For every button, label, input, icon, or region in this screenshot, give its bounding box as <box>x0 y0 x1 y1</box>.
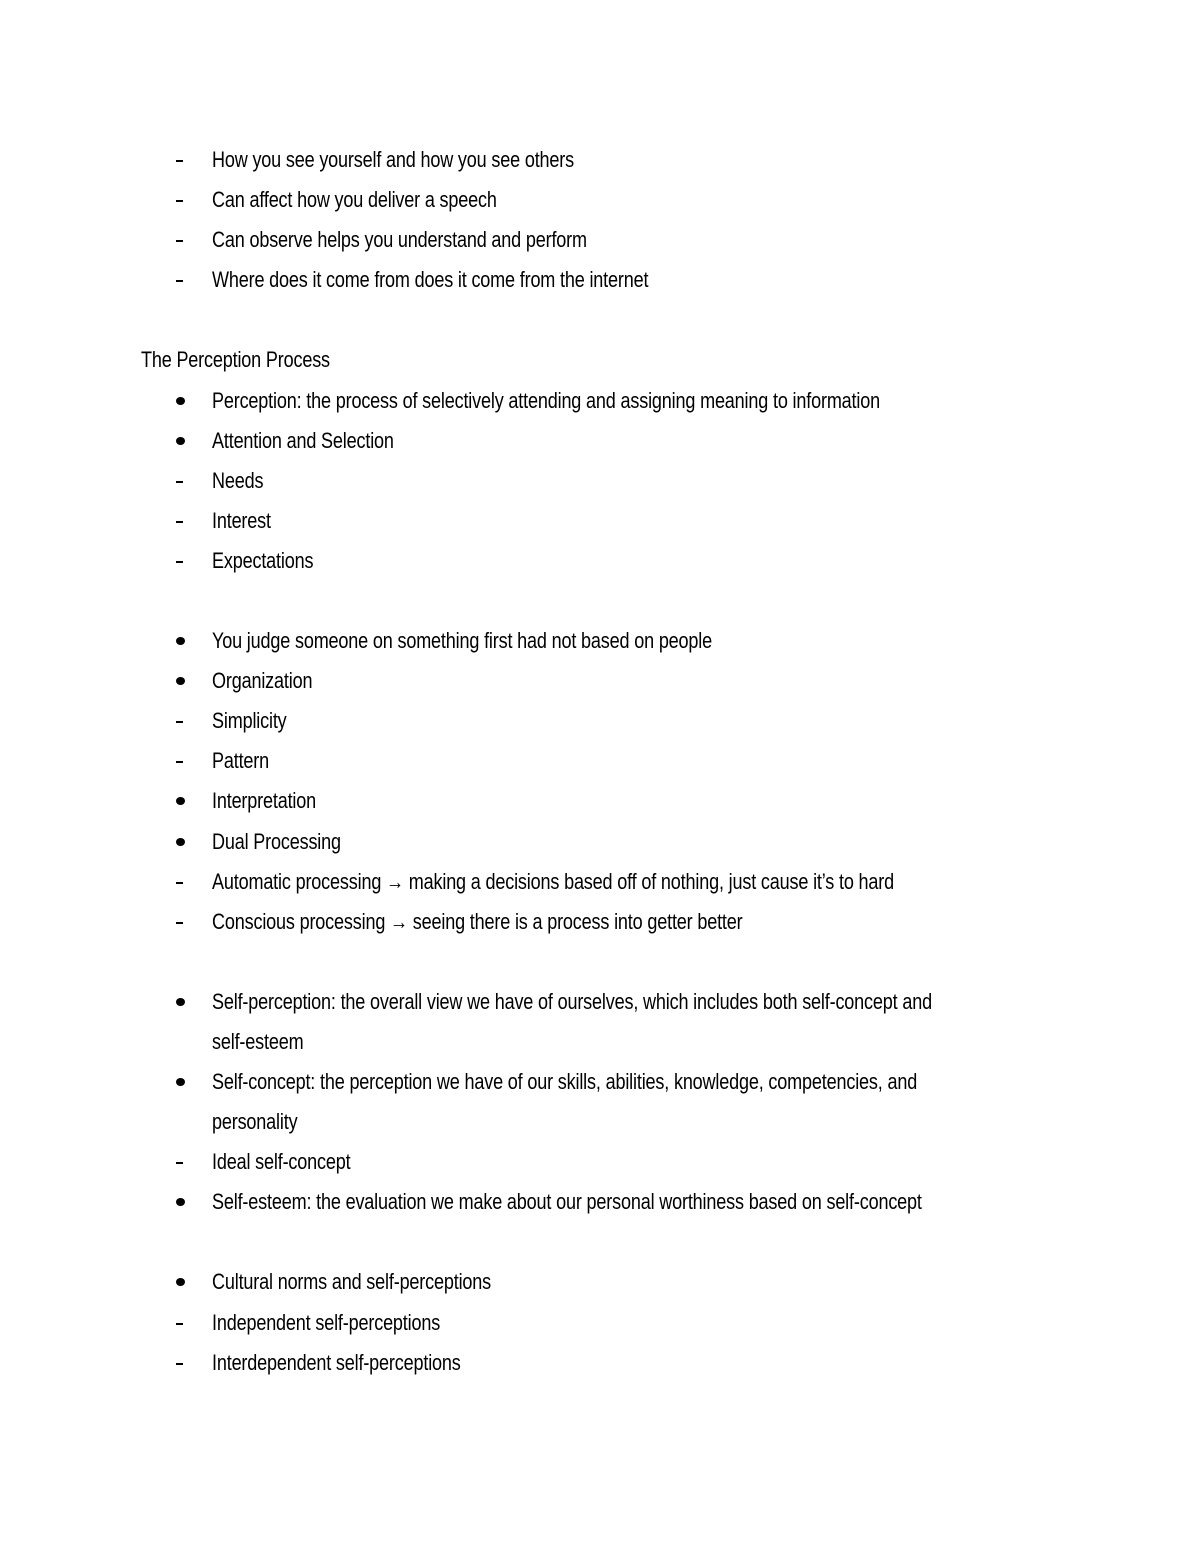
bullet-marker <box>176 621 188 661</box>
list-item-text: Perception: the process of selectively attending and assigning meaning to information <box>212 388 880 413</box>
bullet-marker <box>176 982 188 1022</box>
list-item-text: Ideal self-concept <box>212 1149 351 1174</box>
dash-marker <box>176 541 188 581</box>
dash-marker <box>176 180 188 220</box>
list-item-text: Needs <box>212 468 264 493</box>
list-item-text: Conscious processing → seeing there is a process into getter better <box>212 909 743 934</box>
dash-marker <box>176 1142 188 1182</box>
bullet-marker <box>176 381 188 421</box>
dash-marker <box>176 741 188 781</box>
list-item-text: Self-concept: the perception we have of our skills, abilities, knowledge, competencies, and <box>212 1069 918 1094</box>
dash-marker <box>176 701 188 741</box>
dash-marker <box>176 1303 188 1343</box>
list-item-text: Interest <box>212 508 271 533</box>
bullet-marker <box>176 661 188 701</box>
list-item-text: self-esteem <box>212 1029 304 1054</box>
list-item-text: Expectations <box>212 548 314 573</box>
dash-marker <box>176 862 188 902</box>
list-item-text: Can affect how you deliver a speech <box>212 187 497 212</box>
list-item-text: Dual Processing <box>212 829 341 854</box>
list-item-text: Automatic processing → making a decisions based off of nothing, just cause it’s to hard <box>212 869 895 894</box>
bullet-marker <box>176 421 188 461</box>
list-item-text: Self-perception: the overall view we have of ourselves, which includes both self-concept and <box>212 989 932 1014</box>
dash-marker <box>176 260 188 300</box>
list-item-text: Interdependent self-perceptions <box>212 1350 461 1375</box>
list-item-text: Interpretation <box>212 788 317 813</box>
list-item-text: Cultural norms and self-perceptions <box>212 1269 492 1294</box>
list-item-text: Attention and Selection <box>212 428 394 453</box>
dash-marker <box>176 902 188 942</box>
list-item-text: personality <box>212 1109 298 1134</box>
bullet-marker <box>176 1062 188 1102</box>
dash-marker <box>176 220 188 260</box>
bullet-marker <box>176 822 188 862</box>
bullet-marker <box>176 781 188 821</box>
dash-marker <box>176 140 188 180</box>
dash-marker <box>176 501 188 541</box>
list-item-text: Self-esteem: the evaluation we make about our personal worthiness based on self-concept <box>212 1189 922 1214</box>
list-item-text: How you see yourself and how you see others <box>212 147 574 172</box>
list-item-text: Pattern <box>212 748 270 773</box>
list-item-text: Simplicity <box>212 708 287 733</box>
list-item-text: Independent self-perceptions <box>212 1310 441 1335</box>
dash-marker <box>176 1343 188 1383</box>
list-item-text: Where does it come from does it come from the internet <box>212 267 649 292</box>
list-item-text: You judge someone on something first had not based on people <box>212 628 713 653</box>
bullet-marker <box>176 1262 188 1302</box>
list-item-text: Organization <box>212 668 313 693</box>
list-item-text: Can observe helps you understand and perform <box>212 227 587 252</box>
bullet-marker <box>176 1182 188 1222</box>
dash-marker <box>176 461 188 501</box>
heading-text: The Perception Process <box>141 347 330 372</box>
